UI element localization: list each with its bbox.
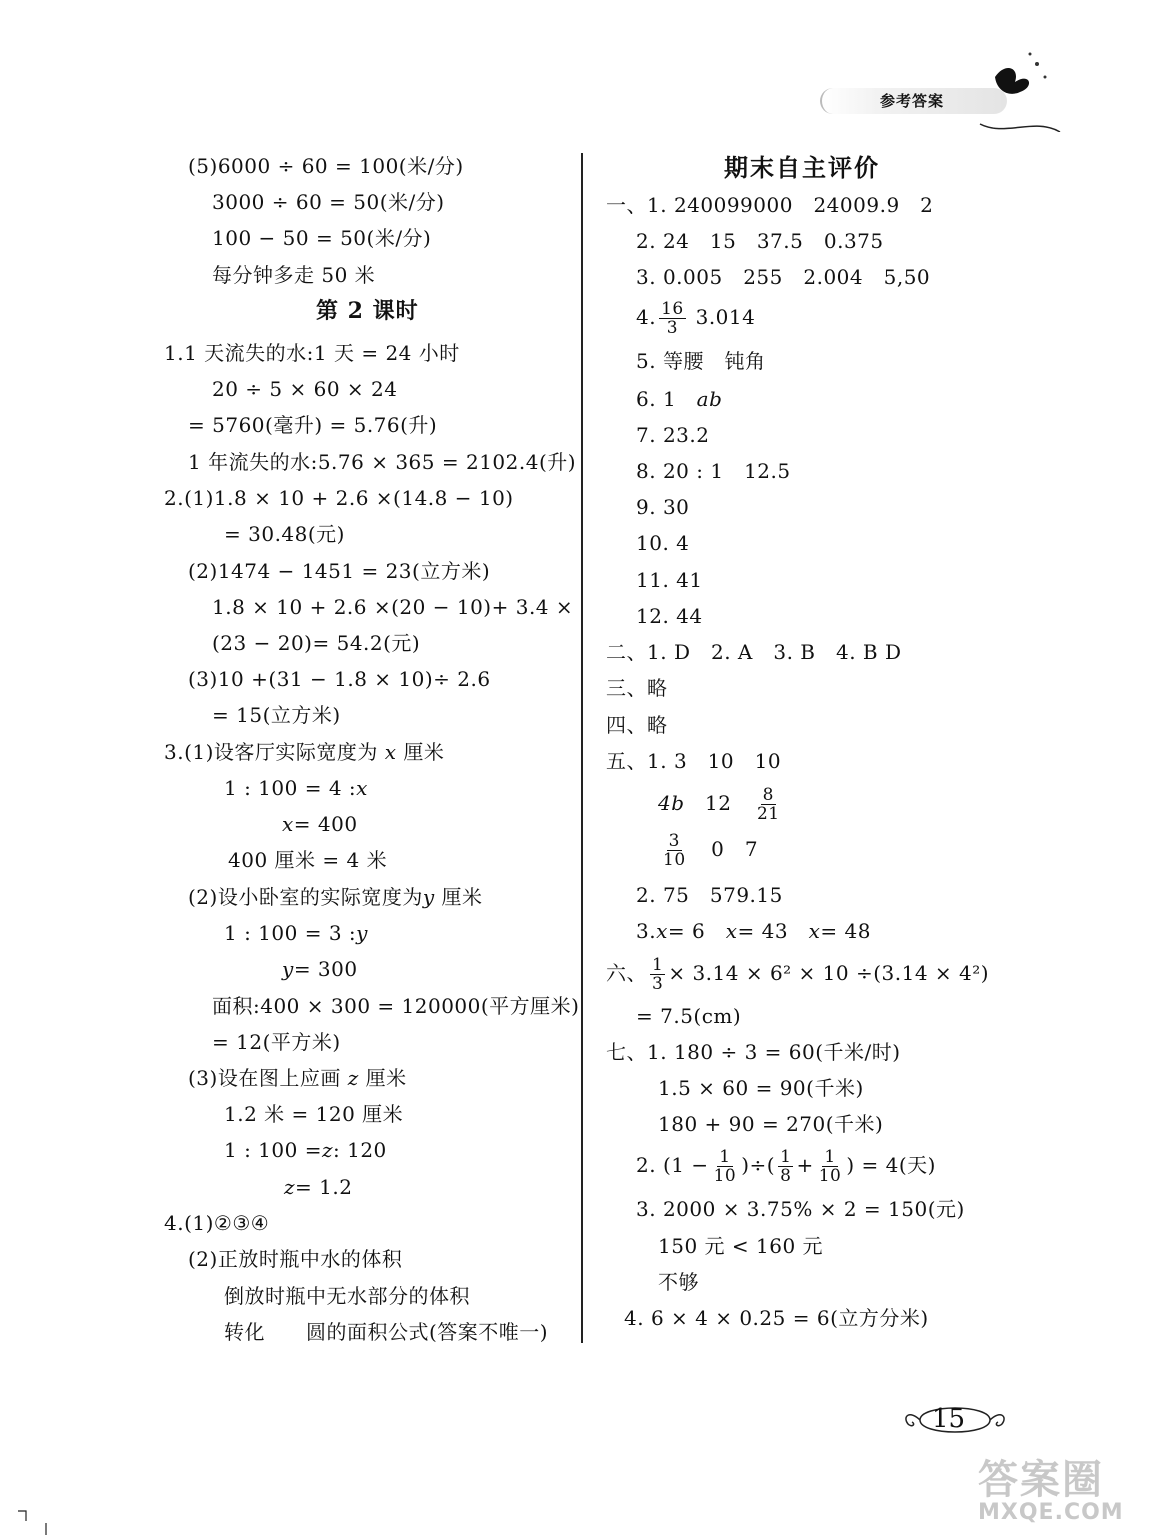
header-label: 参考答案 bbox=[880, 92, 945, 110]
answer-line: 7. 23.2 bbox=[636, 423, 710, 447]
answer-line: 4. $\frac{16}{3}$ 3.014 bbox=[636, 299, 756, 338]
answer-line: 2. (1 − $\frac{1}{10}$ )÷( $\frac{1}{8}$ + $\frac{1}{10}$ ) = 4(天) bbox=[636, 1147, 936, 1186]
answer-line: 倒放时瓶中无水部分的体积 bbox=[224, 1284, 470, 1308]
answer-line: 4b 12 $\frac{8}{21}$ bbox=[658, 785, 780, 824]
answer-line: 五、1. 3 10 10 bbox=[606, 749, 782, 773]
answer-line: 3. 2000 × 3.75% × 2 = 150(元) bbox=[636, 1197, 965, 1221]
answer-line: 180 + 90 = 270(千米) bbox=[658, 1112, 884, 1136]
answer-line: = 5760(毫升) = 5.76(升) bbox=[188, 413, 438, 437]
answer-line: 1.8 × 10 + 2.6 ×(20 − 10)+ 3.4 × bbox=[212, 595, 574, 619]
answer-line: 1 : 100 = 4 :x bbox=[224, 776, 368, 800]
crop-mark bbox=[16, 1505, 56, 1535]
answer-line: (23 − 20)= 54.2(元) bbox=[212, 631, 421, 655]
answer-line: 2. 75 579.15 bbox=[636, 883, 783, 907]
answer-line: (3)10 +(31 − 1.8 × 10)÷ 2.6 bbox=[188, 667, 491, 691]
answer-line: 9. 30 bbox=[636, 495, 690, 519]
page-number: 15 bbox=[932, 1404, 966, 1434]
answer-line: z= 1.2 bbox=[284, 1175, 353, 1199]
answer-line: = 15(立方米) bbox=[212, 703, 341, 727]
answer-line: 2.(1)1.8 × 10 + 2.6 ×(14.8 − 10) bbox=[164, 486, 514, 510]
answer-line: 3000 ÷ 60 = 50(米/分) bbox=[212, 190, 445, 214]
answer-line: 4. 6 × 4 × 0.25 = 6(立方分米) bbox=[624, 1306, 929, 1330]
watermark-logo bbox=[978, 1448, 1146, 1532]
answer-line: = 12(平方米) bbox=[212, 1030, 341, 1054]
column-divider bbox=[581, 153, 583, 1343]
answer-line: x= 400 bbox=[282, 812, 358, 836]
answer-line: 一、1. 240099000 24009.9 2 bbox=[606, 193, 934, 217]
section-title: 期末自主评价 bbox=[724, 153, 880, 182]
answer-line: (2)1474 − 1451 = 23(立方米) bbox=[188, 559, 491, 583]
answer-line: 三、略 bbox=[606, 676, 668, 700]
answer-line: 100 − 50 = 50(米/分) bbox=[212, 226, 432, 250]
answer-line: 400 厘米 = 4 米 bbox=[228, 848, 388, 872]
watermark-title: 答案圈 bbox=[978, 1457, 1104, 1503]
answer-line: = 30.48(元) bbox=[224, 522, 345, 546]
answer-line: $\frac{3}{10}$ 0 7 bbox=[663, 831, 759, 870]
answer-line: y= 300 bbox=[282, 957, 358, 981]
answer-line: = 7.5(cm) bbox=[636, 1004, 742, 1028]
answer-line: 转化 圆的面积公式(答案不唯一) bbox=[224, 1320, 549, 1344]
answer-line: 二、1. D 2. A 3. B 4. B D bbox=[606, 640, 902, 664]
answer-line: 1.2 米 = 120 厘米 bbox=[224, 1102, 404, 1126]
answer-line: 2. 24 15 37.5 0.375 bbox=[636, 229, 884, 253]
answer-line: 六、 $\frac{1}{3}$ × 3.14 × 6² × 10 ÷(3.14 × 4²) bbox=[606, 955, 990, 994]
answer-line: 面积:400 × 300 = 120000(平方厘米) bbox=[212, 994, 580, 1018]
answer-line: 12. 44 bbox=[636, 604, 703, 628]
answer-line: (2)设小卧室的实际宽度为y 厘米 bbox=[188, 885, 483, 909]
answer-line: 1 年流失的水:5.76 × 365 = 2102.4(升) bbox=[188, 450, 577, 474]
answer-line: 3.x= 6 x= 43 x= 48 bbox=[636, 919, 871, 943]
answer-line: 11. 41 bbox=[636, 568, 703, 592]
answer-line: 1 : 100 =z: 120 bbox=[224, 1138, 387, 1162]
answer-line: 3.(1)设客厅实际宽度为 x 厘米 bbox=[164, 740, 445, 764]
answer-line: 6. 1 ab bbox=[636, 387, 723, 411]
answer-line: (5)6000 ÷ 60 = 100(米/分) bbox=[188, 154, 464, 178]
answer-line: 不够 bbox=[658, 1270, 699, 1294]
answer-line: (3)设在图上应画 z 厘米 bbox=[188, 1066, 407, 1090]
answer-line: (2)正放时瓶中水的体积 bbox=[188, 1247, 403, 1271]
answer-line: 1.5 × 60 = 90(千米) bbox=[658, 1076, 864, 1100]
watermark-url: MXQE.COM bbox=[978, 1500, 1124, 1525]
answer-line: 每分钟多走 50 米 bbox=[212, 263, 376, 287]
ink-splash-decoration bbox=[975, 42, 1065, 132]
answer-line: 1.1 天流失的水:1 天 = 24 小时 bbox=[164, 341, 460, 365]
answer-line: 10. 4 bbox=[636, 531, 690, 555]
answer-line: 4.(1)②③④ bbox=[164, 1211, 270, 1235]
answer-line: 8. 20 : 1 12.5 bbox=[636, 459, 791, 483]
answer-line: 3. 0.005 255 2.004 5,50 bbox=[636, 265, 931, 289]
answer-line: 1 : 100 = 3 :y bbox=[224, 921, 368, 945]
answer-line: 七、1. 180 ÷ 3 = 60(千米/时) bbox=[606, 1040, 901, 1064]
answer-line: 5. 等腰 钝角 bbox=[636, 349, 766, 373]
answer-line: 四、略 bbox=[606, 713, 668, 737]
answer-line: 150 元 < 160 元 bbox=[658, 1234, 824, 1258]
section-heading: 第 2 课时 bbox=[316, 298, 419, 324]
answer-line: 20 ÷ 5 × 60 × 24 bbox=[212, 377, 398, 401]
